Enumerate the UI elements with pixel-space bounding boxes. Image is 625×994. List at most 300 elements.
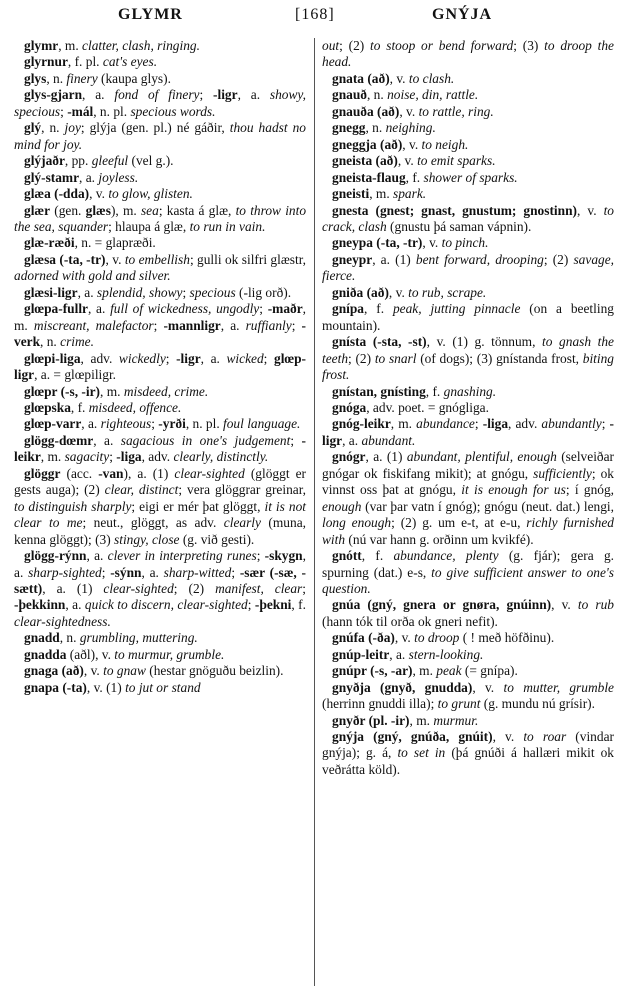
entry-definition: to emit sparks.	[417, 153, 496, 169]
entry-headword: gnísta (-sta, -st)	[332, 334, 427, 350]
entry-text: , pp.	[64, 153, 92, 169]
entry-text: (selveiðar gnógar ok fiskifang mikit); at gnógu,	[322, 449, 615, 481]
entry-headword: glær	[24, 202, 51, 218]
entry-definition: specious	[189, 284, 236, 300]
entry-text: , a.	[65, 597, 85, 613]
entry-headword: gnauða (að)	[332, 103, 400, 119]
entry-text: ; (2)	[543, 251, 574, 267]
dictionary-entry	[322, 285, 614, 301]
dictionary-entry	[14, 548, 306, 630]
entry-text: , n.	[59, 630, 80, 646]
entry-definition: to rub, scrape.	[408, 284, 487, 300]
entry-definition: joy	[64, 120, 81, 136]
entry-text: , a. (1)	[372, 251, 416, 267]
entry-definition: peak, jutting pinnacle	[392, 301, 521, 317]
dictionary-entry	[322, 663, 614, 679]
dictionary-entry	[14, 170, 306, 186]
entry-definition: to clash.	[408, 70, 455, 86]
entry-headword: gnadda	[24, 646, 67, 662]
dictionary-entry	[14, 351, 306, 384]
page-number: [168]	[295, 6, 335, 23]
entry-definition: abundant, plentiful, enough	[406, 449, 557, 465]
entry-definition: to pinch.	[441, 235, 489, 251]
entry-subform: -sýnn	[110, 564, 142, 580]
entry-text: , a.	[342, 432, 362, 448]
entry-subform: -mál	[67, 103, 94, 119]
entry-definition: wickedly	[118, 350, 166, 366]
entry-text: , v.	[83, 663, 104, 679]
entry-text: , n.	[365, 120, 386, 136]
entry-headword: glögg-rýnn	[24, 548, 87, 564]
entry-definition: to droop the head.	[322, 38, 615, 70]
entry-text: ;	[182, 284, 190, 300]
entry-text: , a.	[14, 548, 306, 580]
entry-text: (var þar vatn í gnóg); gnógu (neut. dat.) lengi,	[361, 498, 614, 514]
entry-definition: sufficiently	[533, 465, 592, 481]
entry-text: , a.	[86, 548, 108, 564]
entry-text: (muna, kenna glöggt); (3)	[14, 515, 306, 547]
entry-headword: gnaga (að)	[24, 663, 84, 679]
entry-text: , v.	[105, 251, 125, 267]
entry-headword: glœpr (-s, -ir)	[24, 383, 100, 399]
entry-subform: -ligr	[176, 350, 201, 366]
entry-text: ;	[263, 350, 274, 366]
entry-text: ; kasta á glæ,	[158, 202, 236, 218]
entry-text: , v.	[389, 70, 409, 86]
entry-text: , m.	[409, 712, 434, 728]
entry-definition: enough	[322, 498, 362, 514]
entry-text: ; (3)	[513, 38, 545, 53]
dictionary-entry	[322, 597, 614, 630]
entry-headword: glý-stamr	[24, 169, 80, 185]
entry-text: , v.	[388, 284, 409, 300]
entry-subform: -yrði	[158, 416, 186, 432]
entry-text: ; (2)	[348, 350, 375, 366]
entry-text: (herrinn gnuddi illa);	[322, 696, 438, 712]
entry-definition: to throw into the sea, squander	[14, 202, 307, 234]
entry-definition: abundance, plenty	[393, 548, 499, 564]
entry-definition: richly furnished with	[322, 515, 614, 547]
entry-text: , adv.	[508, 416, 542, 432]
entry-text: (vindar gnýja); g. á,	[322, 729, 614, 761]
left-column	[14, 38, 306, 696]
entry-text: , a.	[87, 301, 111, 317]
entry-headword: gneista (að)	[332, 153, 398, 169]
entry-headword: gnúa (gný, gnera or gnøra, gnúinn)	[332, 597, 552, 613]
entry-definition: it is not clear to me	[14, 498, 306, 531]
entry-subform: -þekkinn	[14, 597, 66, 613]
entry-definition: righteous	[100, 416, 152, 432]
entry-definition: misdeed, offence.	[88, 399, 182, 415]
entry-definition: clear, distinct	[104, 482, 179, 498]
entry-definition: showy, specious	[14, 87, 306, 119]
entry-headword: gneypr	[332, 251, 373, 267]
entry-headword: gnadd	[24, 630, 60, 646]
entry-text: , n.	[40, 334, 61, 350]
dictionary-entry	[14, 680, 306, 696]
entry-text: , f.	[291, 597, 306, 613]
entry-subform: -van	[98, 465, 124, 481]
entry-definition: to snarl	[374, 350, 417, 366]
entry-text: ; eigi er mér þat glöggt,	[131, 498, 265, 514]
entry-text: ; ok vinnst oss þat at gnógu,	[322, 465, 615, 498]
entry-headword: glymr	[24, 38, 59, 53]
dictionary-entry	[14, 630, 306, 646]
entry-text: , adv.	[80, 350, 119, 366]
entry-text: ;	[109, 449, 117, 465]
dictionary-entry	[322, 153, 614, 169]
entry-definition: fond of finery	[114, 87, 200, 103]
entry-text: , f.	[361, 548, 394, 564]
entry-text: , adv. poet. = gnógliga.	[366, 399, 489, 415]
entry-text: , a.	[77, 284, 97, 300]
entry-text: , v.	[394, 630, 415, 646]
dictionary-entry	[14, 285, 306, 301]
entry-definition: miscreant, malefactor	[33, 317, 154, 333]
entry-definition: clear-sighted	[174, 465, 245, 481]
entry-text: , m.	[14, 301, 307, 333]
entry-text: , a.	[237, 87, 270, 103]
entry-definition: sagacious in one's judgement	[120, 432, 291, 448]
entry-text: , f. pl.	[67, 54, 103, 70]
dictionary-entry	[14, 252, 306, 285]
entry-text: (glöggt er gests auga); (2)	[14, 465, 306, 498]
entry-headword: gneisti	[332, 186, 370, 202]
entry-text: ;	[474, 416, 483, 432]
entry-headword: glœp-varr	[24, 416, 82, 432]
entry-headword: gneggja (að)	[332, 136, 403, 152]
entry-definition: to give sufficient answer to one's question.	[322, 564, 615, 596]
entry-text: (hann tók til orða ok gneri nefit).	[322, 613, 498, 629]
entry-subform: -liga	[482, 416, 509, 432]
entry-headword: glý	[24, 120, 42, 136]
entry-definition: manifest, clear	[215, 580, 303, 596]
entry-subform: -liga	[116, 449, 142, 465]
dictionary-entry	[14, 235, 306, 251]
entry-definition: sharp-sighted	[28, 564, 102, 580]
entry-definition: cat's eyes.	[102, 54, 158, 70]
entry-headword: glys	[24, 70, 47, 86]
entry-text: , a.	[220, 317, 246, 333]
entry-text: , m.	[40, 449, 65, 465]
entry-text: ; (2) g. um e-t, at e-u,	[391, 515, 527, 531]
entry-text: (g. við gesti).	[179, 531, 255, 547]
dictionary-entry	[14, 87, 306, 120]
entry-text: , m.	[390, 416, 417, 432]
entry-text: , a.	[82, 87, 115, 103]
entry-definition: bent forward, drooping	[415, 251, 544, 267]
dictionary-entry	[322, 104, 614, 120]
entry-headword: glæsi-ligr	[24, 284, 78, 300]
entry-headword: glöggr	[24, 465, 61, 481]
entry-text: , a.	[81, 416, 101, 432]
left-running-headword: GLYMR	[118, 6, 183, 23]
entry-definition: peak	[436, 663, 462, 679]
dictionary-entry	[322, 630, 614, 646]
entry-text: , a.	[93, 432, 121, 448]
entry-headword: gnógr	[332, 449, 366, 465]
entry-text: , v.	[472, 679, 504, 695]
entry-text: ;	[101, 564, 111, 580]
entry-headword: glæa (-dda)	[24, 186, 90, 202]
dictionary-entry	[14, 153, 306, 169]
entry-definition: to set in	[397, 745, 446, 761]
dictionary-entry	[14, 384, 306, 400]
entry-subform: -ligr	[322, 416, 614, 448]
entry-text: (nú var hann g. orðinn um kvikfé).	[345, 531, 534, 547]
dictionary-entry	[322, 71, 614, 87]
entry-definition: stingy, close	[114, 531, 180, 547]
entry-definition: to rattle, ring.	[418, 103, 494, 119]
entry-definition: crime.	[60, 334, 94, 350]
dictionary-entry	[322, 252, 614, 285]
dictionary-entry	[322, 548, 614, 597]
entry-definition: specious words.	[130, 103, 216, 119]
entry-text: ; neut., glöggt, as adv.	[82, 515, 224, 531]
entry-text: , f.	[405, 169, 424, 185]
entry-headword: gnegg	[332, 120, 366, 136]
entry-text: ;	[153, 317, 164, 333]
entry-text: , a. (1)	[365, 449, 407, 465]
entry-text: ; í gnóg,	[565, 482, 614, 498]
entry-definition: abundant.	[361, 432, 416, 448]
dictionary-entry	[322, 680, 614, 713]
entry-definition: sharp-witted	[163, 564, 232, 580]
entry-definition: quick to discern, clear-sighted	[84, 597, 248, 613]
entry-text: , v. (1) g. tönnum,	[426, 334, 543, 350]
entry-text: ; glýja (gen. pl.) né gáðir,	[80, 120, 230, 136]
entry-text: , n. pl.	[93, 103, 131, 119]
entry-headword: gnyðja (gnyð, gnudda)	[332, 679, 473, 695]
dictionary-entry	[14, 663, 306, 679]
entry-definition: clearly	[223, 515, 261, 531]
entry-subform: glæs	[85, 202, 111, 218]
entry-text: (hestar gnöguðu beizlin).	[145, 663, 284, 679]
entry-text: , v.	[397, 153, 418, 169]
dictionary-entry	[14, 400, 306, 416]
entry-subform: -þekni	[254, 597, 292, 613]
entry-headword: gnýja (gný, gnúða, gnúit)	[332, 729, 493, 745]
entry-definition: ruffianly	[245, 317, 292, 333]
entry-text: (of dogs); (3) gnístanda frost,	[416, 350, 583, 366]
entry-text: ;	[199, 87, 214, 103]
entry-subform: -ligr	[213, 87, 238, 103]
entry-headword: gneypa (-ta, -tr)	[332, 235, 423, 251]
entry-headword: gneista-flaug	[332, 169, 406, 185]
entry-definition: savage, fierce.	[322, 251, 615, 284]
entry-definition: misdeed, crime.	[123, 383, 209, 399]
entry-text: (acc.	[60, 465, 99, 481]
entry-text: (on a beetling mountain).	[322, 301, 614, 333]
entry-definition: to roar	[523, 729, 567, 745]
entry-headword: gnesta (gnest; gnast, gnustum; gnostinn)	[332, 202, 577, 218]
entry-text: , a. = glœpiligr.	[34, 367, 117, 383]
dictionary-entry	[322, 416, 614, 449]
entry-headword: gnúfa (-ða)	[332, 630, 395, 646]
entry-text: , v.	[89, 186, 109, 202]
right-running-headword: GNÝJA	[432, 6, 493, 23]
entry-definition: clear-sightedness.	[14, 613, 111, 629]
entry-subform: -mannligr	[163, 317, 221, 333]
entry-text: (kaupa glys).	[97, 70, 171, 86]
dictionary-entry	[322, 170, 614, 186]
entry-text: ; hlaupa á glæ,	[108, 218, 190, 234]
entry-definition: to embellish	[124, 251, 190, 267]
entry-headword: gnauð	[332, 87, 367, 103]
entry-definition: to rub	[577, 597, 614, 613]
dictionary-entry	[322, 729, 614, 778]
entry-definition: to murmur, grumble.	[114, 646, 225, 662]
entry-headword: gnótt	[332, 548, 362, 564]
entry-headword: glögg-dœmr	[24, 432, 94, 448]
entry-definition: clatter, clash, ringing.	[82, 38, 200, 53]
dictionary-entry	[14, 120, 306, 153]
entry-definition: foul language.	[223, 416, 301, 432]
entry-text: (g. fjár); gera g. spurning (dat.) e-s,	[322, 548, 614, 580]
entry-text: , m.	[100, 383, 124, 399]
entry-subform: -maðr	[267, 301, 303, 317]
entry-text: (gen.	[50, 202, 86, 218]
entry-text: , n.	[46, 70, 67, 86]
entry-definition: to mutter, grumble	[503, 679, 614, 695]
entry-text: ;	[302, 580, 306, 596]
dictionary-entry	[14, 466, 306, 548]
entry-text: ;	[601, 416, 610, 432]
entry-text: , n.	[366, 87, 388, 103]
dictionary-entry	[322, 235, 614, 251]
entry-definition: full of wickedness, ungodly	[110, 301, 260, 317]
entry-headword: glæ-ræði	[24, 235, 75, 251]
entry-text: , v. (1)	[86, 679, 126, 695]
entry-text: ;	[60, 103, 68, 119]
entry-definition: thou hadst no mind for joy.	[14, 120, 306, 152]
entry-definition: finery	[66, 70, 98, 86]
entry-headword: glœpi-liga	[24, 350, 81, 366]
entry-headword: gnístan, gnísting	[332, 383, 426, 399]
entry-text: (gnustu þá saman vápnin).	[386, 218, 532, 234]
entry-headword: gnóga	[332, 399, 367, 415]
entry-definition: sea	[140, 202, 159, 218]
entry-definition: sagacity	[64, 449, 110, 465]
entry-text: (-lig orð).	[235, 284, 292, 300]
entry-definition: noise, din, rattle.	[387, 87, 479, 103]
dictionary-entry	[322, 334, 614, 383]
entry-subform: -leikr	[14, 432, 306, 465]
entry-definition: to gnash the teeth	[322, 334, 614, 366]
entry-text: ;	[256, 548, 265, 564]
entry-text: , f.	[70, 399, 89, 415]
dictionary-entry	[14, 433, 306, 466]
entry-definition: biting frost.	[322, 350, 614, 383]
right-column	[322, 38, 614, 778]
entry-text: , adv.	[141, 449, 174, 465]
dictionary-entry	[14, 203, 306, 236]
entry-definition: clear-sighted	[103, 580, 174, 596]
entry-definition: abundance	[416, 416, 475, 432]
entry-text: , m.	[58, 38, 83, 53]
dictionary-entry	[322, 137, 614, 153]
entry-definition: clearly, distinctly.	[173, 449, 269, 465]
entry-text: ;	[259, 301, 268, 317]
entry-headword: gnóg-leikr	[332, 416, 391, 432]
entry-text: , a.	[200, 350, 227, 366]
entry-definition: to run in vain.	[189, 218, 266, 234]
entry-text: ; gulli ok silfri glæstr,	[189, 251, 306, 267]
entry-subform: -sær (-sæ, -sætt)	[14, 564, 306, 596]
dictionary-entry	[322, 186, 614, 202]
entry-definition: joyless.	[98, 169, 139, 185]
dictionary-entry	[322, 647, 614, 663]
dictionary-entry	[14, 71, 306, 87]
entry-definition: it is enough for us	[461, 482, 566, 498]
entry-text: ;	[291, 317, 302, 333]
column-divider	[314, 38, 315, 986]
entry-text: , v.	[402, 136, 422, 152]
entry-headword: glœpa-fullr	[24, 301, 88, 317]
entry-definition: to gnaw	[103, 663, 146, 679]
entry-definition: to stoop or bend forward	[370, 38, 514, 53]
entry-text: , f.	[425, 383, 444, 399]
entry-headword: gnípa	[332, 301, 365, 317]
entry-definition: gleeful	[91, 153, 129, 169]
entry-text: , v.	[399, 103, 419, 119]
entry-definition: abundantly	[541, 416, 602, 432]
entry-text: , v.	[422, 235, 442, 251]
entry-definition: to glow, glisten.	[108, 186, 193, 202]
entry-text: , n. pl.	[185, 416, 224, 432]
entry-headword: glyrnur	[24, 54, 68, 70]
dictionary-entry	[322, 449, 614, 548]
entry-headword: glys-gjarn	[24, 87, 83, 103]
entry-text: (aðl), v.	[66, 646, 115, 662]
entry-headword: glœpska	[24, 399, 71, 415]
entry-text: , a.	[141, 564, 164, 580]
entry-text: ;	[290, 432, 302, 448]
dictionary-entry	[322, 203, 614, 236]
entry-text: , a.	[389, 646, 409, 662]
entry-headword: gnyðr (pl. -ir)	[332, 712, 410, 728]
entry-text: ; (2)	[173, 580, 216, 596]
entry-definition: out	[322, 38, 340, 53]
entry-headword: gnúp-leitr	[332, 646, 390, 662]
dictionary-entry	[322, 87, 614, 103]
dictionary-entry	[14, 301, 306, 350]
entry-text: , m.	[412, 663, 437, 679]
entry-definition: to neigh.	[421, 136, 469, 152]
dictionary-entry	[322, 301, 614, 334]
entry-definition: to crack, clash	[322, 202, 614, 234]
entry-definition: murmur.	[433, 712, 479, 728]
dictionary-entry	[322, 400, 614, 416]
entry-headword: gniða (að)	[332, 284, 389, 300]
entry-text: ; (2)	[339, 38, 371, 53]
dictionary-entry	[14, 54, 306, 70]
entry-definition: adorned with gold and silver.	[14, 268, 171, 284]
entry-definition: spark.	[393, 186, 427, 202]
entry-text: ;	[151, 416, 159, 432]
entry-definition: long enough	[322, 515, 392, 531]
entry-subform: -skygn	[264, 548, 303, 564]
dictionary-entry	[14, 38, 306, 54]
entry-text: , f.	[364, 301, 393, 317]
entry-definition: to jut or stand	[125, 679, 201, 695]
entry-definition: neighing.	[385, 120, 436, 136]
entry-headword: glýjaðr	[24, 153, 65, 169]
entry-text: ;	[231, 564, 240, 580]
entry-definition: to droop	[414, 630, 460, 646]
dictionary-entry	[322, 713, 614, 729]
entry-text: ( ! með höfðinu).	[459, 630, 555, 646]
